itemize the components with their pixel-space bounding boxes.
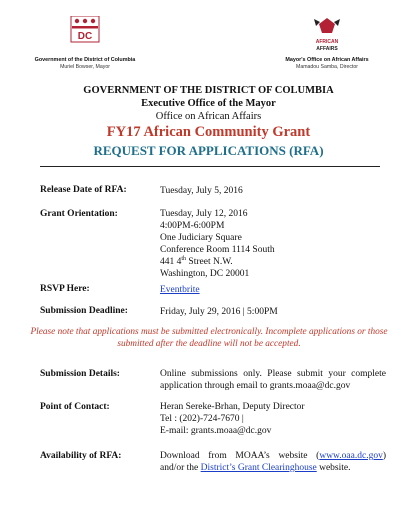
contact-email: E-mail: grants.moaa@dc.gov <box>160 426 272 436</box>
submission-label: Submission Details: <box>40 369 120 379</box>
svg-text:AFFAIRS: AFFAIRS <box>316 46 338 52</box>
submission-text: Online submissions only. Please submit your complete application through email to grants.moaa@dc.gov <box>160 369 386 391</box>
orientation-label: Grant Orientation: <box>40 209 118 219</box>
right-official: Mamadou Samba, Director <box>296 64 358 70</box>
contact-name: Heran Sereke-Brhan, Deputy Director <box>160 402 305 412</box>
left-org-name: Government of the District of Columbia <box>34 57 136 63</box>
availability-label: Availability of RFA: <box>40 451 122 461</box>
orientation-city: Washington, DC 20001 <box>160 269 250 279</box>
deadline-label: Submission Deadline: <box>40 306 128 316</box>
right-org-name: Mayor's Office on African Affairs <box>285 57 369 63</box>
african-affairs-emblem-icon <box>302 16 352 54</box>
svg-text:AFRICAN: AFRICAN <box>315 39 339 45</box>
dc-government-logo <box>20 16 150 71</box>
orientation-room: Conference Room 1114 South <box>160 245 275 255</box>
rfa-title: REQUEST FOR APPLICATIONS (RFA) <box>93 143 324 158</box>
svg-text:DC: DC <box>77 31 93 42</box>
orientation-details <box>160 208 275 280</box>
deadline-value: Friday, July 29, 2016 | 5:00PM <box>160 307 278 317</box>
eventbrite-link[interactable]: Eventbrite <box>160 285 200 295</box>
moaa-logo <box>257 16 397 71</box>
orientation-time: 4:00PM-6:00PM <box>160 221 225 231</box>
contact-details <box>160 401 305 437</box>
moaa-website-link[interactable]: www.oaa.dc.gov <box>319 451 383 461</box>
release-date-value: Tuesday, July 5, 2016 <box>160 186 243 196</box>
left-official: Muriel Bowser, Mayor <box>60 64 110 70</box>
dc-flag-icon <box>69 16 101 54</box>
office-heading: Office on African Affairs <box>155 111 262 122</box>
rsvp-label: RSVP Here: <box>40 284 90 294</box>
electronic-submission-notice: Please note that applications must be submitted electronically. Incomplete applications or those submitted after the deadline will not be accepted. <box>30 327 388 349</box>
contact-phone: Tel : (202)-724-7670 | <box>160 414 244 424</box>
orientation-date: Tuesday, July 12, 2016 <box>160 209 248 219</box>
title-divider <box>40 166 380 167</box>
contact-label: Point of Contact: <box>40 402 110 412</box>
availability-text: Download from MOAA’s website (www.oaa.dc.gov) and/or the District’s Grant Clearinghouse website. <box>160 451 386 473</box>
grant-clearinghouse-link[interactable]: District’s Grant Clearinghouse <box>200 463 317 473</box>
release-date-label: Release Date of RFA: <box>40 185 127 195</box>
government-heading: GOVERNMENT OF THE DISTRICT OF COLUMBIA <box>83 85 334 96</box>
grant-title: FY17 African Community Grant <box>106 124 311 140</box>
executive-office-heading: Executive Office of the Mayor <box>141 98 276 109</box>
orientation-street: 441 4th Street N.W. <box>160 255 233 267</box>
orientation-building: One Judiciary Square <box>160 233 242 243</box>
